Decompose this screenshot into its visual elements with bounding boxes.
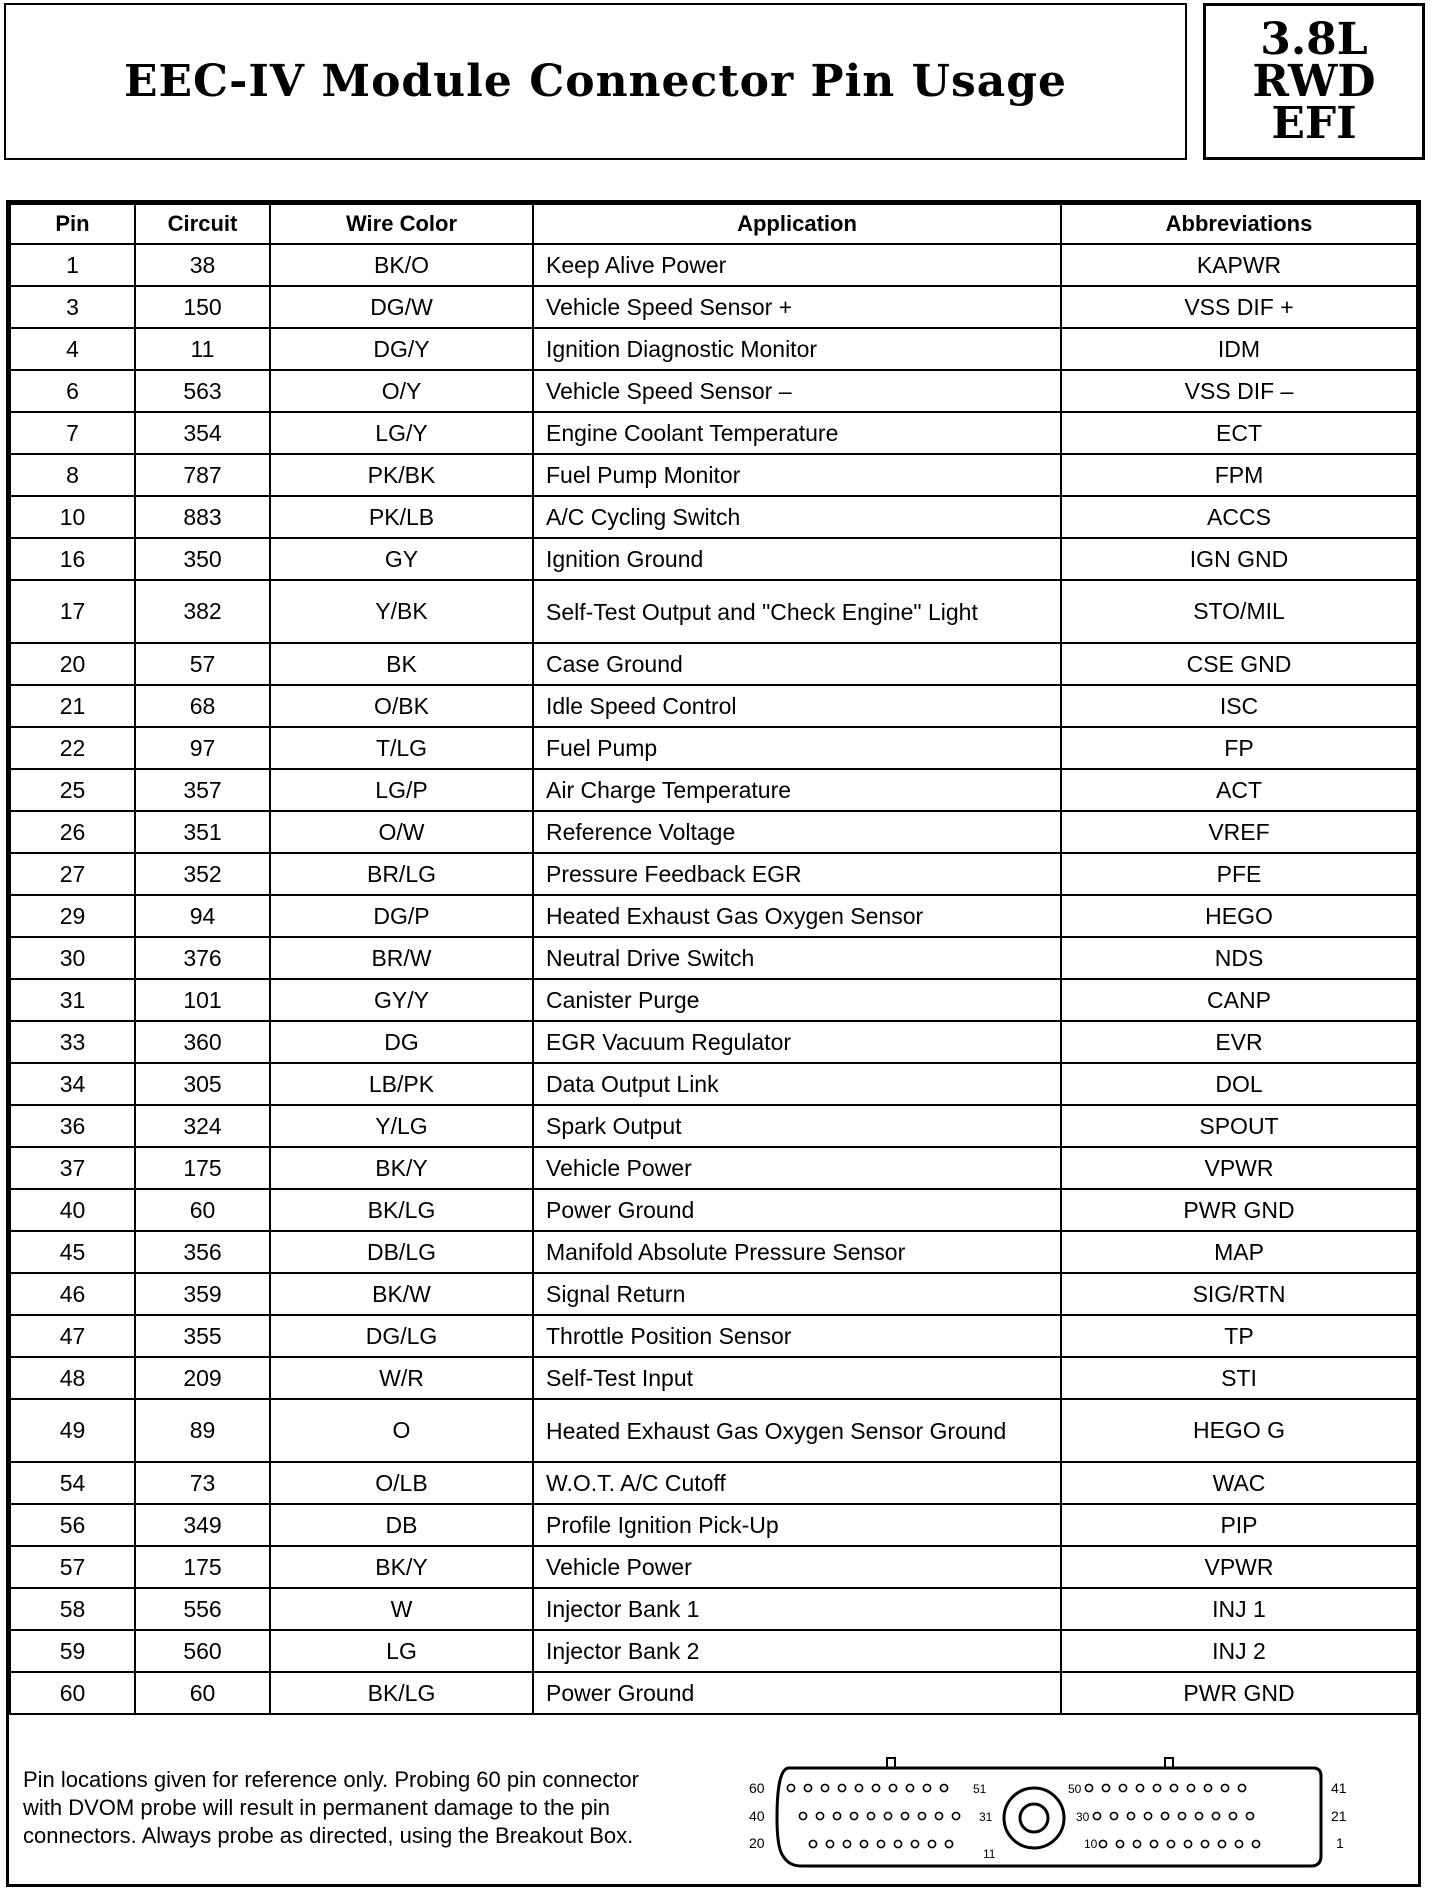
abbreviation-cell: INJ 1 xyxy=(1061,1588,1417,1630)
application-cell: Fuel Pump Monitor xyxy=(533,454,1061,496)
pin-cell: 4 xyxy=(10,328,135,370)
abbreviation-cell: FP xyxy=(1061,727,1417,769)
connector-pin xyxy=(1238,1784,1245,1791)
table-row xyxy=(10,370,1417,412)
circuit-cell: 305 xyxy=(135,1063,270,1105)
connector-pin xyxy=(906,1784,913,1791)
connector-pin xyxy=(1201,1840,1208,1847)
connector-pin xyxy=(826,1840,833,1847)
connector-pin xyxy=(799,1812,806,1819)
wire-color-cell: O/W xyxy=(270,811,533,853)
wire-color-cell: DG xyxy=(270,1021,533,1063)
connector-pin xyxy=(1235,1840,1242,1847)
application-cell: Canister Purge xyxy=(533,979,1061,1021)
circuit-cell: 355 xyxy=(135,1315,270,1357)
abbreviation-cell: INJ 2 xyxy=(1061,1630,1417,1672)
pin-cell: 47 xyxy=(10,1315,135,1357)
pin-cell: 17 xyxy=(10,580,135,643)
connector-pin xyxy=(1133,1840,1140,1847)
table-row xyxy=(10,1672,1417,1714)
application-cell: Engine Coolant Temperature xyxy=(533,412,1061,454)
circuit-cell: 376 xyxy=(135,937,270,979)
application-cell: Vehicle Speed Sensor – xyxy=(533,370,1061,412)
abbreviation-cell: VSS DIF + xyxy=(1061,286,1417,328)
pin-cell: 30 xyxy=(10,937,135,979)
pin-label-10: 10 xyxy=(1084,1837,1098,1851)
wire-color-cell: GY xyxy=(270,538,533,580)
connector-center-bolt-outer xyxy=(1004,1788,1064,1848)
abbreviation-cell: ECT xyxy=(1061,412,1417,454)
table-row xyxy=(10,1462,1417,1504)
pin-cell: 27 xyxy=(10,853,135,895)
connector-pin xyxy=(1204,1784,1211,1791)
abbreviation-cell: SPOUT xyxy=(1061,1105,1417,1147)
table-row xyxy=(10,895,1417,937)
wire-color-cell: BR/LG xyxy=(270,853,533,895)
pin-cell: 26 xyxy=(10,811,135,853)
wire-color-cell: Y/BK xyxy=(270,580,533,643)
wire-color-cell: DG/W xyxy=(270,286,533,328)
circuit-cell: 560 xyxy=(135,1630,270,1672)
engine-badge xyxy=(1203,3,1425,160)
connector-pin xyxy=(1085,1784,1092,1791)
connector-pin xyxy=(855,1784,862,1791)
connector-pin xyxy=(894,1840,901,1847)
table-row xyxy=(10,412,1417,454)
connector-pin xyxy=(833,1812,840,1819)
title-box xyxy=(4,3,1187,160)
pin-label-31: 31 xyxy=(979,1810,993,1824)
abbreviation-cell: PWR GND xyxy=(1061,1189,1417,1231)
connector-pin xyxy=(952,1812,959,1819)
table-header-row xyxy=(10,204,1417,244)
connector-pin xyxy=(1116,1840,1123,1847)
circuit-cell: 349 xyxy=(135,1504,270,1546)
circuit-cell: 883 xyxy=(135,496,270,538)
connector-pin xyxy=(1161,1812,1168,1819)
badge-line: 3.8L xyxy=(1260,13,1368,65)
wire-color-cell: LG/Y xyxy=(270,412,533,454)
connector-pin xyxy=(1136,1784,1143,1791)
circuit-cell: 175 xyxy=(135,1147,270,1189)
pin-cell: 21 xyxy=(10,685,135,727)
table-row xyxy=(10,1231,1417,1273)
connector-pin xyxy=(1102,1784,1109,1791)
table-row xyxy=(10,1273,1417,1315)
abbreviation-cell: VREF xyxy=(1061,811,1417,853)
table-row xyxy=(10,286,1417,328)
connector-pin xyxy=(804,1784,811,1791)
abbreviation-cell: PFE xyxy=(1061,853,1417,895)
connector-pin xyxy=(889,1784,896,1791)
connector-center-bolt-inner xyxy=(1020,1804,1048,1832)
connector-pin xyxy=(940,1784,947,1791)
pin-cell: 46 xyxy=(10,1273,135,1315)
abbreviation-cell: DOL xyxy=(1061,1063,1417,1105)
pin-cell: 31 xyxy=(10,979,135,1021)
pin-label-11: 11 xyxy=(983,1847,996,1861)
pin-cell: 34 xyxy=(10,1063,135,1105)
application-cell: Reference Voltage xyxy=(533,811,1061,853)
wire-color-cell: O/BK xyxy=(270,685,533,727)
circuit-cell: 38 xyxy=(135,244,270,286)
wire-color-cell: O/LB xyxy=(270,1462,533,1504)
application-cell: Heated Exhaust Gas Oxygen Sensor xyxy=(533,895,1061,937)
circuit-cell: 354 xyxy=(135,412,270,454)
abbreviation-cell: IGN GND xyxy=(1061,538,1417,580)
connector-pin xyxy=(1170,1784,1177,1791)
col-header-wire-color: Wire Color xyxy=(270,204,533,244)
connector-pin xyxy=(1195,1812,1202,1819)
pin-cell: 57 xyxy=(10,1546,135,1588)
circuit-cell: 563 xyxy=(135,370,270,412)
wire-color-cell: PK/LB xyxy=(270,496,533,538)
application-cell: Signal Return xyxy=(533,1273,1061,1315)
abbreviation-cell: WAC xyxy=(1061,1462,1417,1504)
circuit-cell: 73 xyxy=(135,1462,270,1504)
connector-pin xyxy=(867,1812,874,1819)
connector-pin xyxy=(1153,1784,1160,1791)
circuit-cell: 382 xyxy=(135,580,270,643)
circuit-cell: 556 xyxy=(135,1588,270,1630)
pin-cell: 40 xyxy=(10,1189,135,1231)
wire-color-cell: T/LG xyxy=(270,727,533,769)
abbreviation-cell: ACT xyxy=(1061,769,1417,811)
wire-color-cell: DG/LG xyxy=(270,1315,533,1357)
pin-cell: 22 xyxy=(10,727,135,769)
connector-pin xyxy=(945,1840,952,1847)
application-cell: Ignition Diagnostic Monitor xyxy=(533,328,1061,370)
pin-cell: 37 xyxy=(10,1147,135,1189)
connector-pin xyxy=(911,1840,918,1847)
application-cell: Data Output Link xyxy=(533,1063,1061,1105)
circuit-cell: 60 xyxy=(135,1189,270,1231)
wire-color-cell: BK/Y xyxy=(270,1147,533,1189)
wire-color-cell: BK/W xyxy=(270,1273,533,1315)
connector-pin xyxy=(838,1784,845,1791)
wire-color-cell: GY/Y xyxy=(270,979,533,1021)
table-row xyxy=(10,328,1417,370)
pin-table xyxy=(9,203,1418,1715)
wire-color-cell: DG/Y xyxy=(270,328,533,370)
table-row xyxy=(10,580,1417,643)
pin-cell: 60 xyxy=(10,1672,135,1714)
circuit-cell: 89 xyxy=(135,1399,270,1462)
circuit-cell: 356 xyxy=(135,1231,270,1273)
pin-cell: 49 xyxy=(10,1399,135,1462)
pin-usage-sheet xyxy=(6,200,1421,1887)
abbreviation-cell: ACCS xyxy=(1061,496,1417,538)
application-cell: Neutral Drive Switch xyxy=(533,937,1061,979)
application-cell: Injector Bank 1 xyxy=(533,1588,1061,1630)
connector-pin xyxy=(787,1784,794,1791)
connector-pin xyxy=(1221,1784,1228,1791)
connector-pin xyxy=(1099,1840,1106,1847)
circuit-cell: 97 xyxy=(135,727,270,769)
circuit-cell: 150 xyxy=(135,286,270,328)
application-cell: Self-Test Input xyxy=(533,1357,1061,1399)
application-cell: Profile Ignition Pick-Up xyxy=(533,1504,1061,1546)
abbreviation-cell: NDS xyxy=(1061,937,1417,979)
wire-color-cell: W/R xyxy=(270,1357,533,1399)
page-title: EEC-IV Module Connector Pin Usage xyxy=(123,56,1068,107)
pin-cell: 45 xyxy=(10,1231,135,1273)
table-row xyxy=(10,1630,1417,1672)
pin-label-51: 51 xyxy=(973,1782,987,1796)
wire-color-cell: DB/LG xyxy=(270,1231,533,1273)
wire-color-cell: W xyxy=(270,1588,533,1630)
connector-pin xyxy=(1093,1812,1100,1819)
connector-pin xyxy=(884,1812,891,1819)
table-row xyxy=(10,538,1417,580)
connector-pin xyxy=(923,1784,930,1791)
wire-color-cell: BK/O xyxy=(270,244,533,286)
table-row xyxy=(10,685,1417,727)
application-cell: Ignition Ground xyxy=(533,538,1061,580)
abbreviation-cell: ISC xyxy=(1061,685,1417,727)
connector-pin xyxy=(1167,1840,1174,1847)
pin-cell: 36 xyxy=(10,1105,135,1147)
connector-pin xyxy=(816,1812,823,1819)
connector-pin xyxy=(1144,1812,1151,1819)
pin-cell: 59 xyxy=(10,1630,135,1672)
wire-color-cell: BK/LG xyxy=(270,1189,533,1231)
wire-color-cell: DG/P xyxy=(270,895,533,937)
pin-label-30: 30 xyxy=(1076,1810,1090,1824)
abbreviation-cell: FPM xyxy=(1061,454,1417,496)
pin-cell: 6 xyxy=(10,370,135,412)
abbreviation-cell: PIP xyxy=(1061,1504,1417,1546)
circuit-cell: 357 xyxy=(135,769,270,811)
connector-pin xyxy=(935,1812,942,1819)
abbreviation-cell: TP xyxy=(1061,1315,1417,1357)
application-cell: Manifold Absolute Pressure Sensor xyxy=(533,1231,1061,1273)
table-row xyxy=(10,1399,1417,1462)
application-cell: Power Ground xyxy=(533,1189,1061,1231)
pin-cell: 8 xyxy=(10,454,135,496)
application-cell: Keep Alive Power xyxy=(533,244,1061,286)
abbreviation-cell: STO/MIL xyxy=(1061,580,1417,643)
circuit-cell: 359 xyxy=(135,1273,270,1315)
col-header-application: Application xyxy=(533,204,1061,244)
table-row xyxy=(10,979,1417,1021)
connector-pin xyxy=(877,1840,884,1847)
connector-pin xyxy=(843,1840,850,1847)
pin-cell: 48 xyxy=(10,1357,135,1399)
circuit-cell: 360 xyxy=(135,1021,270,1063)
col-header-abbreviations: Abbreviations xyxy=(1061,204,1417,244)
table-row xyxy=(10,1189,1417,1231)
wire-color-cell: LB/PK xyxy=(270,1063,533,1105)
pin-cell: 3 xyxy=(10,286,135,328)
wire-color-cell: O/Y xyxy=(270,370,533,412)
application-cell: Throttle Position Sensor xyxy=(533,1315,1061,1357)
table-row xyxy=(10,643,1417,685)
table-row xyxy=(10,853,1417,895)
circuit-cell: 209 xyxy=(135,1357,270,1399)
pin-cell: 10 xyxy=(10,496,135,538)
pin-cell: 58 xyxy=(10,1588,135,1630)
connector-pin xyxy=(872,1784,879,1791)
connector-pin xyxy=(1246,1812,1253,1819)
badge-line: RWD xyxy=(1252,55,1376,107)
wire-color-cell: PK/BK xyxy=(270,454,533,496)
wire-color-cell: LG xyxy=(270,1630,533,1672)
connector-pin xyxy=(1218,1840,1225,1847)
abbreviation-cell: CSE GND xyxy=(1061,643,1417,685)
abbreviation-cell: MAP xyxy=(1061,1231,1417,1273)
col-header-pin: Pin xyxy=(10,204,135,244)
circuit-cell: 324 xyxy=(135,1105,270,1147)
circuit-cell: 94 xyxy=(135,895,270,937)
pin-label-20: 20 xyxy=(749,1835,765,1851)
table-row xyxy=(10,811,1417,853)
abbreviation-cell: SIG/RTN xyxy=(1061,1273,1417,1315)
pin-cell: 16 xyxy=(10,538,135,580)
table-row xyxy=(10,937,1417,979)
table-row xyxy=(10,496,1417,538)
connector-pin xyxy=(1119,1784,1126,1791)
connector-pin xyxy=(1252,1840,1259,1847)
wire-color-cell: BK/LG xyxy=(270,1672,533,1714)
probe-warning-note: Pin locations given for reference only. Probing 60 pin connector with DVOM probe will result in permanent damage to the pin connectors. Always probe as directed, using the Breakout Box. xyxy=(23,1767,639,1848)
connector-pin xyxy=(928,1840,935,1847)
abbreviation-cell: STI xyxy=(1061,1357,1417,1399)
table-body xyxy=(10,244,1417,1714)
pin-label-21: 21 xyxy=(1331,1808,1347,1824)
application-cell: A/C Cycling Switch xyxy=(533,496,1061,538)
circuit-cell: 11 xyxy=(135,328,270,370)
abbreviation-cell: EVR xyxy=(1061,1021,1417,1063)
circuit-cell: 787 xyxy=(135,454,270,496)
application-cell: Spark Output xyxy=(533,1105,1061,1147)
abbreviation-cell: VPWR xyxy=(1061,1546,1417,1588)
pin-cell: 54 xyxy=(10,1462,135,1504)
abbreviation-cell: HEGO xyxy=(1061,895,1417,937)
application-cell: Power Ground xyxy=(533,1672,1061,1714)
wire-color-cell: O xyxy=(270,1399,533,1462)
abbreviation-cell: CANP xyxy=(1061,979,1417,1021)
pin-cell: 25 xyxy=(10,769,135,811)
table-row xyxy=(10,1315,1417,1357)
pin-cell: 29 xyxy=(10,895,135,937)
table-row xyxy=(10,1588,1417,1630)
wire-color-cell: Y/LG xyxy=(270,1105,533,1147)
wire-color-cell: DB xyxy=(270,1504,533,1546)
application-cell: W.O.T. A/C Cutoff xyxy=(533,1462,1061,1504)
abbreviation-cell: HEGO G xyxy=(1061,1399,1417,1462)
application-cell: Vehicle Power xyxy=(533,1147,1061,1189)
pin-cell: 56 xyxy=(10,1504,135,1546)
application-cell: Self-Test Output and "Check Engine" Light xyxy=(533,580,1061,643)
connector-pin xyxy=(1187,1784,1194,1791)
circuit-cell: 350 xyxy=(135,538,270,580)
circuit-cell: 352 xyxy=(135,853,270,895)
application-cell: EGR Vacuum Regulator xyxy=(533,1021,1061,1063)
pin-cell: 1 xyxy=(10,244,135,286)
pin-cell: 20 xyxy=(10,643,135,685)
connector-pin xyxy=(1127,1812,1134,1819)
application-cell: Idle Speed Control xyxy=(533,685,1061,727)
connector-pin xyxy=(860,1840,867,1847)
pin-cell: 7 xyxy=(10,412,135,454)
connector-pin xyxy=(1150,1840,1157,1847)
connector-pin xyxy=(1229,1812,1236,1819)
wire-color-cell: BK xyxy=(270,643,533,685)
connector-pin xyxy=(1212,1812,1219,1819)
table-row xyxy=(10,1504,1417,1546)
application-cell: Air Charge Temperature xyxy=(533,769,1061,811)
application-cell: Vehicle Speed Sensor + xyxy=(533,286,1061,328)
pin-label-40: 40 xyxy=(749,1808,765,1824)
table-row xyxy=(10,1063,1417,1105)
application-cell: Heated Exhaust Gas Oxygen Sensor Ground xyxy=(533,1399,1061,1462)
circuit-cell: 57 xyxy=(135,643,270,685)
table-row xyxy=(10,1546,1417,1588)
circuit-cell: 68 xyxy=(135,685,270,727)
circuit-cell: 101 xyxy=(135,979,270,1021)
wire-color-cell: BR/W xyxy=(270,937,533,979)
pin-label-1: 1 xyxy=(1336,1835,1344,1851)
table-row xyxy=(10,727,1417,769)
pin-label-50: 50 xyxy=(1068,1782,1082,1796)
connector-pin xyxy=(918,1812,925,1819)
pin-cell: 33 xyxy=(10,1021,135,1063)
table-row xyxy=(10,769,1417,811)
application-cell: Vehicle Power xyxy=(533,1546,1061,1588)
application-cell: Pressure Feedback EGR xyxy=(533,853,1061,895)
badge-line: EFI xyxy=(1271,97,1357,149)
col-header-circuit: Circuit xyxy=(135,204,270,244)
connector-pin xyxy=(850,1812,857,1819)
connector-pin xyxy=(809,1840,816,1847)
pin-label-60: 60 xyxy=(749,1780,765,1796)
table-row xyxy=(10,1105,1417,1147)
connector-diagram xyxy=(741,1748,1361,1878)
pin-label-41: 41 xyxy=(1331,1780,1347,1796)
abbreviation-cell: PWR GND xyxy=(1061,1672,1417,1714)
connector-pin xyxy=(1178,1812,1185,1819)
application-cell: Injector Bank 2 xyxy=(533,1630,1061,1672)
abbreviation-cell: VSS DIF – xyxy=(1061,370,1417,412)
circuit-cell: 351 xyxy=(135,811,270,853)
table-row xyxy=(10,454,1417,496)
connector-pins xyxy=(787,1784,1259,1847)
table-row xyxy=(10,1021,1417,1063)
wire-color-cell: LG/P xyxy=(270,769,533,811)
abbreviation-cell: IDM xyxy=(1061,328,1417,370)
wire-color-cell: BK/Y xyxy=(270,1546,533,1588)
connector-pin xyxy=(1184,1840,1191,1847)
circuit-cell: 60 xyxy=(135,1672,270,1714)
table-row xyxy=(10,1147,1417,1189)
application-cell: Fuel Pump xyxy=(533,727,1061,769)
abbreviation-cell: KAPWR xyxy=(1061,244,1417,286)
connector-pin xyxy=(821,1784,828,1791)
application-cell: Case Ground xyxy=(533,643,1061,685)
circuit-cell: 175 xyxy=(135,1546,270,1588)
connector-pin xyxy=(901,1812,908,1819)
table-row xyxy=(10,244,1417,286)
abbreviation-cell: VPWR xyxy=(1061,1147,1417,1189)
table-row xyxy=(10,1357,1417,1399)
connector-pin xyxy=(1110,1812,1117,1819)
